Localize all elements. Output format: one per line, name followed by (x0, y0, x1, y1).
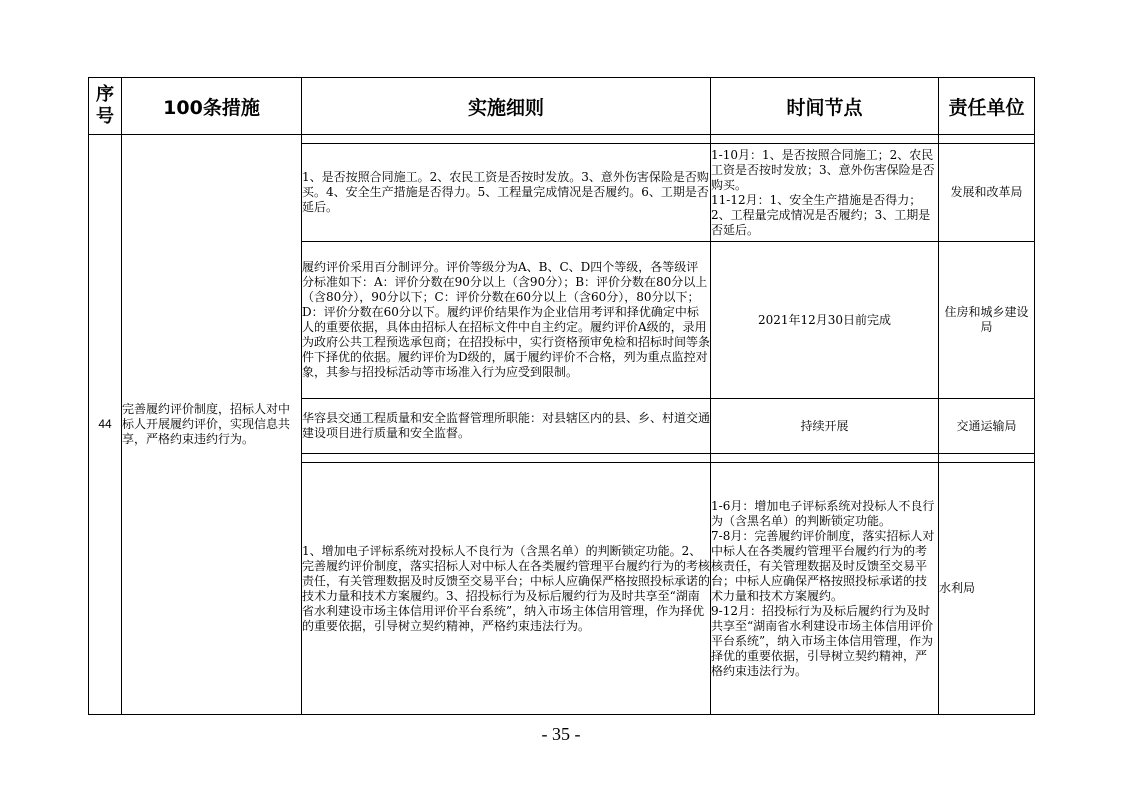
detail-cell: 华容县交通工程质量和安全监督管理所职能：对县辖区内的县、乡、村道交通建设项目进行质量和安全监督。 (302, 399, 711, 454)
unit-cell: 交通运输局 (939, 399, 1035, 454)
detail-cell: 1、增加电子评标系统对投标人不良行为（含黑名单）的判断锁定功能。2、完善履约评价制度，落实招标人对中标人在各类履约管理平台履约行为的考核责任，有关管理数据及时反馈至交易平台；中标人应确保严格按照投标承诺的技术力量和技术方案履约。3、招投标行为及标后履约行为及时共享至“湖南省水利建设市场主体信用评价平台系统”，纳入市场主体信用管理，作为择优的重要依据，引导树立契约精神，严格约束违法行为。 (302, 463, 711, 715)
unit-cell: 住房和城乡建设局 (939, 242, 1035, 399)
header-time: 时间节点 (711, 78, 939, 135)
time-cell: 2021年12月30日前完成 (711, 242, 939, 399)
unit-spacer (939, 135, 1035, 144)
time-spacer (711, 454, 939, 463)
detail-cell: 1、是否按照合同施工。2、农民工资是否按时发放。3、意外伤害保险是否购买。4、安全生产措施是否得力。5、工程量完成情况是否履约。6、工期是否延后。 (302, 144, 711, 242)
unit-spacer (939, 454, 1035, 463)
measures-table (88, 77, 1035, 715)
time-cell (711, 463, 939, 715)
table-header-row (89, 78, 1035, 135)
header-measure: 100条措施 (122, 78, 302, 135)
header-unit: 责任单位 (939, 78, 1035, 135)
page-number: - 35 - (541, 724, 581, 744)
unit-cell: 水利局 (939, 463, 1035, 715)
detail-cell: 履约评价采用百分制评分。评价等级分为A、B、C、D四个等级，各等级评分标准如下：A：评价分数在90分以上（含90分）；B：评价分数在80分以上（含80分），90分以下；C：评价分数在60分以上（含60分），80分以下；D：评价分数在60分以下。履约评价结果作为企业信用考评和择优确定中标人的重要依据，具体由招标人在招标文件中自主约定。履约评价A级的，录用为政府公共工程预选承包商；在招投标中，实行资格预审免检和招标时间等条件下择优的依据。履约评价为D级的，属于履约评价不合格，列为重点监控对象，其参与招投标活动等市场准入行为应受到限制。 (302, 242, 711, 399)
spacer-row (89, 135, 1035, 144)
row-number: 44 (89, 135, 122, 715)
detail-spacer (302, 135, 711, 144)
detail-spacer (302, 454, 711, 463)
header-detail: 实施细则 (302, 78, 711, 135)
time-cell: 持续开展 (711, 399, 939, 454)
measure-text: 完善履约评价制度，招标人对中标人开展履约评价，实现信息共享，严格约束违约行为。 (122, 135, 302, 715)
time-text: 1-10月：1、是否按照合同施工；2、农民工资是否按时发放；3、意外伤害保险是否购买。 11-12月：1、安全生产措施是否得力；2、工程量完成情况是否履约；3、工期是否延后。 (711, 147, 935, 237)
header-seq: 序号 (89, 78, 122, 135)
time-text: 1-6月：增加电子评标系统对投标人不良行为（含黑名单）的判断锁定功能。 7-8月：完善履约评价制度，落实招标人对中标人在各类履约管理平台履约行为的考核责任，有关管理数据及时反馈至交易平台；中标人应确保严格按照投标承诺的技术力量和技术方案履约。 9-12月：招投标行为及标后履约行为及时共享至“湖南省水利建设市场主体信用评价平台系统”，纳入市场主体信用管理，作为择优的重要依据，引导树立契约精神，严格约束违法行为。 (711, 498, 935, 678)
unit-cell: 发展和改革局 (939, 144, 1035, 242)
time-spacer (711, 135, 939, 144)
time-cell (711, 144, 939, 242)
